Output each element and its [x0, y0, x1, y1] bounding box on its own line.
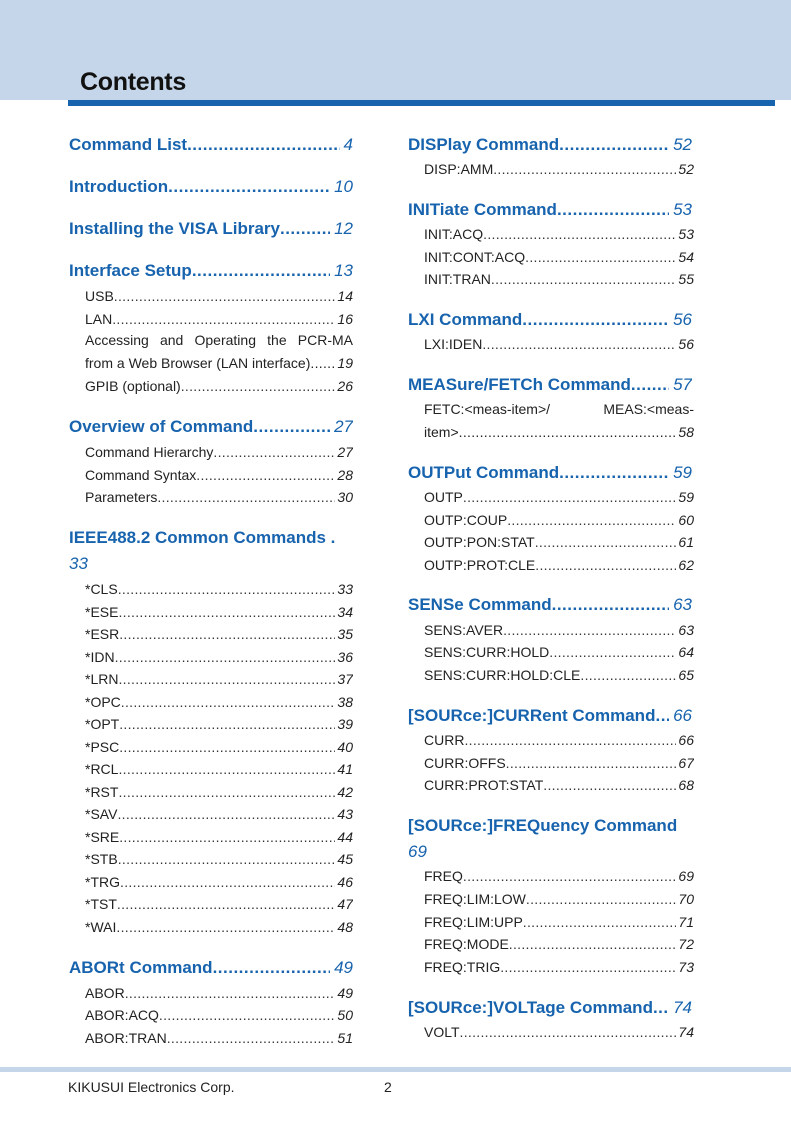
entry-page: 63	[678, 622, 694, 638]
entry-page: 43	[337, 806, 353, 822]
entry-page: 47	[337, 896, 353, 912]
entry-label: Command Hierarchy	[85, 444, 214, 460]
leader-dots	[181, 377, 336, 395]
section-page: 12	[334, 219, 353, 238]
leader-dots	[118, 603, 335, 621]
section-page: 13	[334, 261, 353, 280]
leader-dots	[167, 1029, 336, 1047]
entry-page: 51	[337, 1030, 353, 1046]
entry-label: OUTP:COUP	[424, 512, 508, 528]
entry-label-line2: item>	[424, 423, 459, 440]
leader-dots	[120, 873, 335, 891]
entry-page: 38	[337, 693, 353, 710]
toc-section-display[interactable]	[408, 134, 692, 156]
entry-label: *LRN	[85, 671, 119, 687]
entry-page: 67	[678, 755, 694, 771]
leader-dots	[114, 287, 336, 305]
section-page: 49	[334, 958, 353, 977]
header-rule	[68, 100, 775, 106]
entry-label: FREQ:LIM:UPP	[424, 914, 523, 930]
entry-label: FREQ:TRIG	[424, 959, 501, 975]
toc-entry[interactable]	[85, 805, 353, 823]
toc-entry-outp-pon-stat[interactable]	[424, 533, 694, 551]
leader-dots	[118, 783, 335, 801]
leader-dots	[168, 176, 330, 198]
entry-label: OUTP	[424, 489, 463, 505]
leader-dots	[523, 913, 677, 931]
toc-entry-sens-curr-hold-cle[interactable]	[424, 666, 694, 684]
leader-dots	[483, 225, 676, 243]
entry-page: 30	[337, 489, 353, 505]
entry-page: 42	[337, 783, 353, 800]
leader-dots	[119, 738, 335, 756]
toc-entry-abor-acq[interactable]	[85, 1006, 353, 1024]
toc-section-ieee488[interactable]	[69, 525, 353, 577]
page-title: Contents	[80, 68, 186, 96]
section-label: ABORt Command	[69, 958, 213, 977]
toc-entry[interactable]	[85, 648, 353, 666]
toc-entry[interactable]	[85, 850, 353, 868]
entry-page: 36	[337, 648, 353, 665]
entry-label: *TRG	[85, 873, 120, 890]
entry-page: 35	[337, 626, 353, 642]
entry-label: *PSC	[85, 738, 120, 755]
toc-entry-lan[interactable]	[85, 310, 353, 328]
section-page: 27	[334, 417, 353, 436]
toc-entry-outp-coup[interactable]	[424, 511, 694, 529]
section-page: 52	[673, 135, 692, 154]
section-label: INITiate Command	[408, 200, 557, 219]
leader-dots	[213, 957, 331, 979]
toc-section-lxi[interactable]	[408, 309, 692, 331]
section-page: 56	[673, 310, 692, 329]
toc-section-sense[interactable]	[408, 594, 692, 616]
toc-entry[interactable]	[85, 625, 353, 643]
entry-label: *STB	[85, 851, 118, 867]
entry-label: LXI:IDEN	[424, 336, 483, 352]
toc-entry-lxi-iden[interactable]	[424, 335, 694, 353]
toc-entry[interactable]	[85, 580, 353, 598]
entry-label: *IDN	[85, 648, 115, 665]
section-label: DISPlay Command	[408, 135, 560, 154]
toc-entry-freq-trig[interactable]	[424, 958, 694, 976]
toc-section-abort[interactable]	[69, 957, 353, 979]
toc-section-introduction[interactable]	[69, 176, 353, 198]
toc-entry-init-cont-acq[interactable]	[424, 248, 694, 266]
entry-label: VOLT	[424, 1024, 460, 1040]
entry-page: 19	[337, 354, 353, 371]
entry-label: OUTP:PROT:CLE	[424, 557, 536, 573]
entry-page: 73	[678, 959, 694, 975]
toc-entry[interactable]	[85, 895, 353, 913]
entry-page: 39	[337, 716, 353, 732]
entry-label: SENS:CURR:HOLD	[424, 644, 550, 660]
entry-line2	[424, 421, 694, 444]
leader-dots	[463, 867, 677, 885]
entry-label: ABOR	[85, 985, 125, 1001]
toc-entry-freq-mode[interactable]	[424, 935, 694, 953]
entry-label: OUTP:PON:STAT	[424, 534, 535, 550]
entry-page: 70	[678, 891, 694, 907]
entry-page: 44	[337, 828, 353, 845]
entry-label: Parameters	[85, 489, 158, 505]
entry-label: *OPC	[85, 693, 121, 710]
leader-dots	[121, 693, 336, 711]
entry-page: 48	[337, 918, 353, 935]
toc-entry-init-acq[interactable]	[424, 225, 694, 243]
entry-label: FREQ:LIM:LOW	[424, 891, 526, 907]
leader-dots	[535, 556, 676, 574]
entry-page: 46	[337, 873, 353, 890]
entry-page: 14	[337, 288, 353, 304]
entry-label: CURR	[424, 732, 465, 748]
leader-dots	[253, 416, 330, 438]
leader-dots	[482, 335, 676, 353]
leader-dots	[522, 309, 669, 331]
entry-label: INIT:CONT:ACQ	[424, 249, 526, 265]
toc-entry-freq[interactable]	[424, 867, 694, 885]
toc-section-interface-setup[interactable]	[69, 260, 353, 282]
toc-entry-outp[interactable]	[424, 488, 694, 506]
entry-page: 58	[678, 423, 694, 440]
leader-dots	[196, 466, 335, 484]
section-label: SENSe Command	[408, 595, 552, 614]
entry-label: ABOR:TRAN	[85, 1030, 167, 1046]
toc-entry-parameters[interactable]	[85, 488, 353, 506]
leader-dots	[119, 625, 335, 643]
leader-dots	[116, 918, 335, 936]
entry-page: 52	[678, 161, 694, 177]
toc-entry[interactable]	[85, 715, 353, 733]
leader-dots	[125, 984, 336, 1002]
toc-entry-sens-curr-hold[interactable]	[424, 643, 694, 661]
entry-line2	[85, 352, 353, 375]
entry-page: 71	[678, 914, 694, 930]
leader-dots	[500, 958, 676, 976]
entry-page: 62	[678, 557, 694, 573]
section-label: LXI Command	[408, 310, 523, 329]
leader-dots	[559, 462, 669, 484]
toc-entry-init-tran[interactable]	[424, 270, 694, 288]
toc-entry[interactable]	[85, 693, 353, 711]
entry-label: *ESR	[85, 626, 120, 642]
section-label: [SOURce:]FREQuency Command	[408, 816, 678, 835]
entry-label: *RST	[85, 783, 119, 800]
section-label: MEASure/FETCh Command	[408, 375, 631, 394]
toc-section-command-list[interactable]	[69, 134, 353, 156]
leader-dots	[464, 731, 676, 749]
leader-dots	[463, 488, 677, 506]
entry-page: 74	[678, 1024, 694, 1040]
section-label: OUTPut Command	[408, 463, 560, 482]
leader-dots	[507, 511, 676, 529]
section-label: Installing the VISA Library	[69, 219, 280, 238]
footer-band	[0, 1067, 791, 1072]
section-page: 63	[673, 595, 692, 614]
entry-page: 26	[337, 378, 353, 394]
section-label: IEEE488.2 Common Commands .	[69, 528, 336, 547]
leader-dots	[119, 828, 335, 846]
toc-entry[interactable]	[85, 828, 353, 846]
entry-label: *WAI	[85, 918, 117, 935]
leader-dots	[117, 805, 335, 823]
toc-section-initiate[interactable]	[408, 199, 692, 221]
leader-dots	[280, 218, 330, 240]
entry-label-line2: from a Web Browser (LAN interface)	[85, 354, 311, 371]
section-label: [SOURce:]VOLTage Command	[408, 998, 653, 1017]
section-page: 53	[673, 200, 692, 219]
entry-page: 33	[337, 581, 353, 597]
toc-entry-curr-prot-stat[interactable]	[424, 776, 694, 794]
entry-label-line1: FETC:<meas-item>/ MEAS:<meas-	[424, 401, 694, 417]
entry-page: 16	[337, 311, 353, 327]
leader-dots	[118, 760, 335, 778]
entry-label: *TST	[85, 896, 117, 912]
entry-label: DISP:AMM	[424, 161, 494, 177]
section-label: Interface Setup	[69, 261, 192, 280]
entry-page: 56	[678, 336, 694, 352]
entry-label: FREQ	[424, 868, 463, 884]
entry-label: SENS:AVER	[424, 622, 504, 638]
leader-dots	[115, 648, 336, 666]
toc-entry[interactable]	[85, 738, 353, 756]
entry-page: 45	[337, 851, 353, 867]
toc-entry[interactable]	[85, 918, 353, 936]
leader-dots	[118, 580, 336, 598]
toc-entry-curr-offs[interactable]	[424, 754, 694, 772]
toc-entry-curr[interactable]	[424, 731, 694, 749]
entry-label: INIT:TRAN	[424, 271, 491, 287]
leader-dots	[491, 270, 677, 288]
leader-dots	[557, 199, 669, 221]
section-page: 4	[343, 135, 353, 154]
toc-entry-command-hierarchy[interactable]	[85, 443, 353, 461]
entry-label: CURR:OFFS	[424, 755, 506, 771]
entry-label: Command Syntax	[85, 467, 197, 483]
entry-label: *RCL	[85, 761, 119, 777]
toc-entry-fetc-meas[interactable]	[424, 398, 694, 443]
toc-entry-command-syntax[interactable]	[85, 466, 353, 484]
section-label: [SOURce:]CURRent Command	[408, 706, 656, 725]
section-page: 74	[673, 998, 692, 1017]
leader-dots	[459, 421, 677, 444]
leader-dots	[631, 374, 669, 396]
toc-entry-volt[interactable]	[424, 1023, 694, 1041]
toc-entry[interactable]	[85, 873, 353, 891]
leader-dots	[192, 260, 330, 282]
entry-page: 27	[337, 444, 353, 460]
toc-entry-web-browser[interactable]	[85, 329, 353, 374]
entry-page: 55	[678, 271, 694, 287]
entry-page: 50	[337, 1007, 353, 1023]
footer-company: KIKUSUI Electronics Corp.	[68, 1079, 235, 1095]
leader-dots	[460, 1023, 677, 1041]
leader-dots	[119, 715, 335, 733]
leader-dots	[117, 895, 336, 913]
entry-page: 68	[678, 777, 694, 793]
leader-dots	[159, 1006, 336, 1024]
entry-page: 64	[678, 644, 694, 660]
entry-label: *ESE	[85, 603, 119, 620]
entry-page: 41	[337, 761, 353, 777]
toc-section-overview[interactable]	[69, 416, 353, 438]
entry-label: CURR:PROT:STAT	[424, 777, 544, 793]
leader-dots	[213, 443, 335, 461]
entry-page: 37	[337, 671, 353, 687]
entry-page: 66	[678, 732, 694, 748]
toc-entry[interactable]	[85, 783, 353, 801]
toc-entry[interactable]	[85, 603, 353, 621]
toc-section-installing-visa[interactable]	[69, 218, 353, 240]
entry-page: 61	[678, 534, 694, 550]
leader-dots	[118, 670, 335, 688]
leader-dots	[157, 488, 335, 506]
entry-page: 65	[678, 667, 694, 683]
leader-dots	[503, 621, 676, 639]
leader-dots	[525, 248, 676, 266]
entry-label: FREQ:MODE	[424, 936, 509, 952]
section-label: Introduction	[69, 177, 169, 196]
toc-entry-freq-lim-upp[interactable]	[424, 913, 694, 931]
leader-dots	[526, 890, 677, 908]
section-page: 10	[334, 177, 353, 196]
entry-label: USB	[85, 288, 114, 304]
leader-dots	[580, 666, 676, 684]
entry-label: SENS:CURR:HOLD:CLE	[424, 667, 581, 683]
toc-entry-abor[interactable]	[85, 984, 353, 1002]
leader-dots	[655, 705, 669, 727]
leader-dots	[535, 533, 677, 551]
leader-dots	[653, 997, 669, 1019]
footer-page-number: 2	[384, 1079, 392, 1095]
leader-dots	[506, 754, 677, 772]
entry-page: 28	[337, 467, 353, 483]
entry-page: 34	[337, 603, 353, 620]
entry-label-line1: Accessing and Operating the PCR-MA	[85, 332, 353, 348]
toc-entry-sens-aver[interactable]	[424, 621, 694, 639]
section-page: 66	[673, 706, 692, 725]
entry-page: 72	[678, 936, 694, 952]
section-label: Overview of Command	[69, 417, 254, 436]
entry-label: INIT:ACQ	[424, 226, 484, 242]
toc-section-voltage[interactable]	[408, 997, 692, 1019]
toc-entry-usb[interactable]	[85, 287, 353, 305]
entry-label: *SRE	[85, 828, 120, 845]
toc-entry-gpib[interactable]	[85, 377, 353, 395]
leader-dots	[310, 352, 335, 375]
toc-entry-abor-tran[interactable]	[85, 1029, 353, 1047]
entry-page: 49	[337, 985, 353, 1001]
leader-dots	[509, 935, 677, 953]
leader-dots	[118, 850, 336, 868]
entry-label: LAN	[85, 311, 113, 327]
toc-entry-outp-prot-cle[interactable]	[424, 556, 694, 574]
toc-entry-disp-amm[interactable]	[424, 160, 694, 178]
entry-page: 53	[678, 226, 694, 242]
entry-label: *SAV	[85, 806, 118, 822]
toc-section-output[interactable]	[408, 462, 692, 484]
toc-entry[interactable]	[85, 760, 353, 778]
leader-dots	[559, 134, 669, 156]
leader-dots	[552, 594, 669, 616]
toc-entry-freq-lim-low[interactable]	[424, 890, 694, 908]
toc-section-measure[interactable]	[408, 374, 692, 396]
entry-label: *CLS	[85, 581, 118, 597]
leader-dots	[187, 134, 339, 156]
leader-dots	[112, 310, 335, 328]
entry-label: ABOR:ACQ	[85, 1007, 159, 1023]
section-page: 57	[673, 375, 692, 394]
toc-section-frequency[interactable]	[408, 813, 698, 865]
entry-page: 54	[678, 249, 694, 265]
entry-page: 40	[337, 738, 353, 755]
section-label: Command List	[69, 135, 188, 154]
section-page: 59	[673, 463, 692, 482]
section-page: 33	[69, 554, 88, 573]
entry-label: *OPT	[85, 716, 120, 732]
toc-section-current[interactable]	[408, 705, 692, 727]
entry-page: 59	[678, 489, 694, 505]
leader-dots	[549, 643, 676, 661]
toc-entry[interactable]	[85, 670, 353, 688]
entry-label: GPIB (optional)	[85, 378, 181, 394]
entry-page: 69	[678, 868, 694, 884]
leader-dots	[543, 776, 676, 794]
entry-page: 60	[678, 512, 694, 528]
leader-dots	[493, 160, 676, 178]
section-page: 69	[408, 842, 427, 861]
